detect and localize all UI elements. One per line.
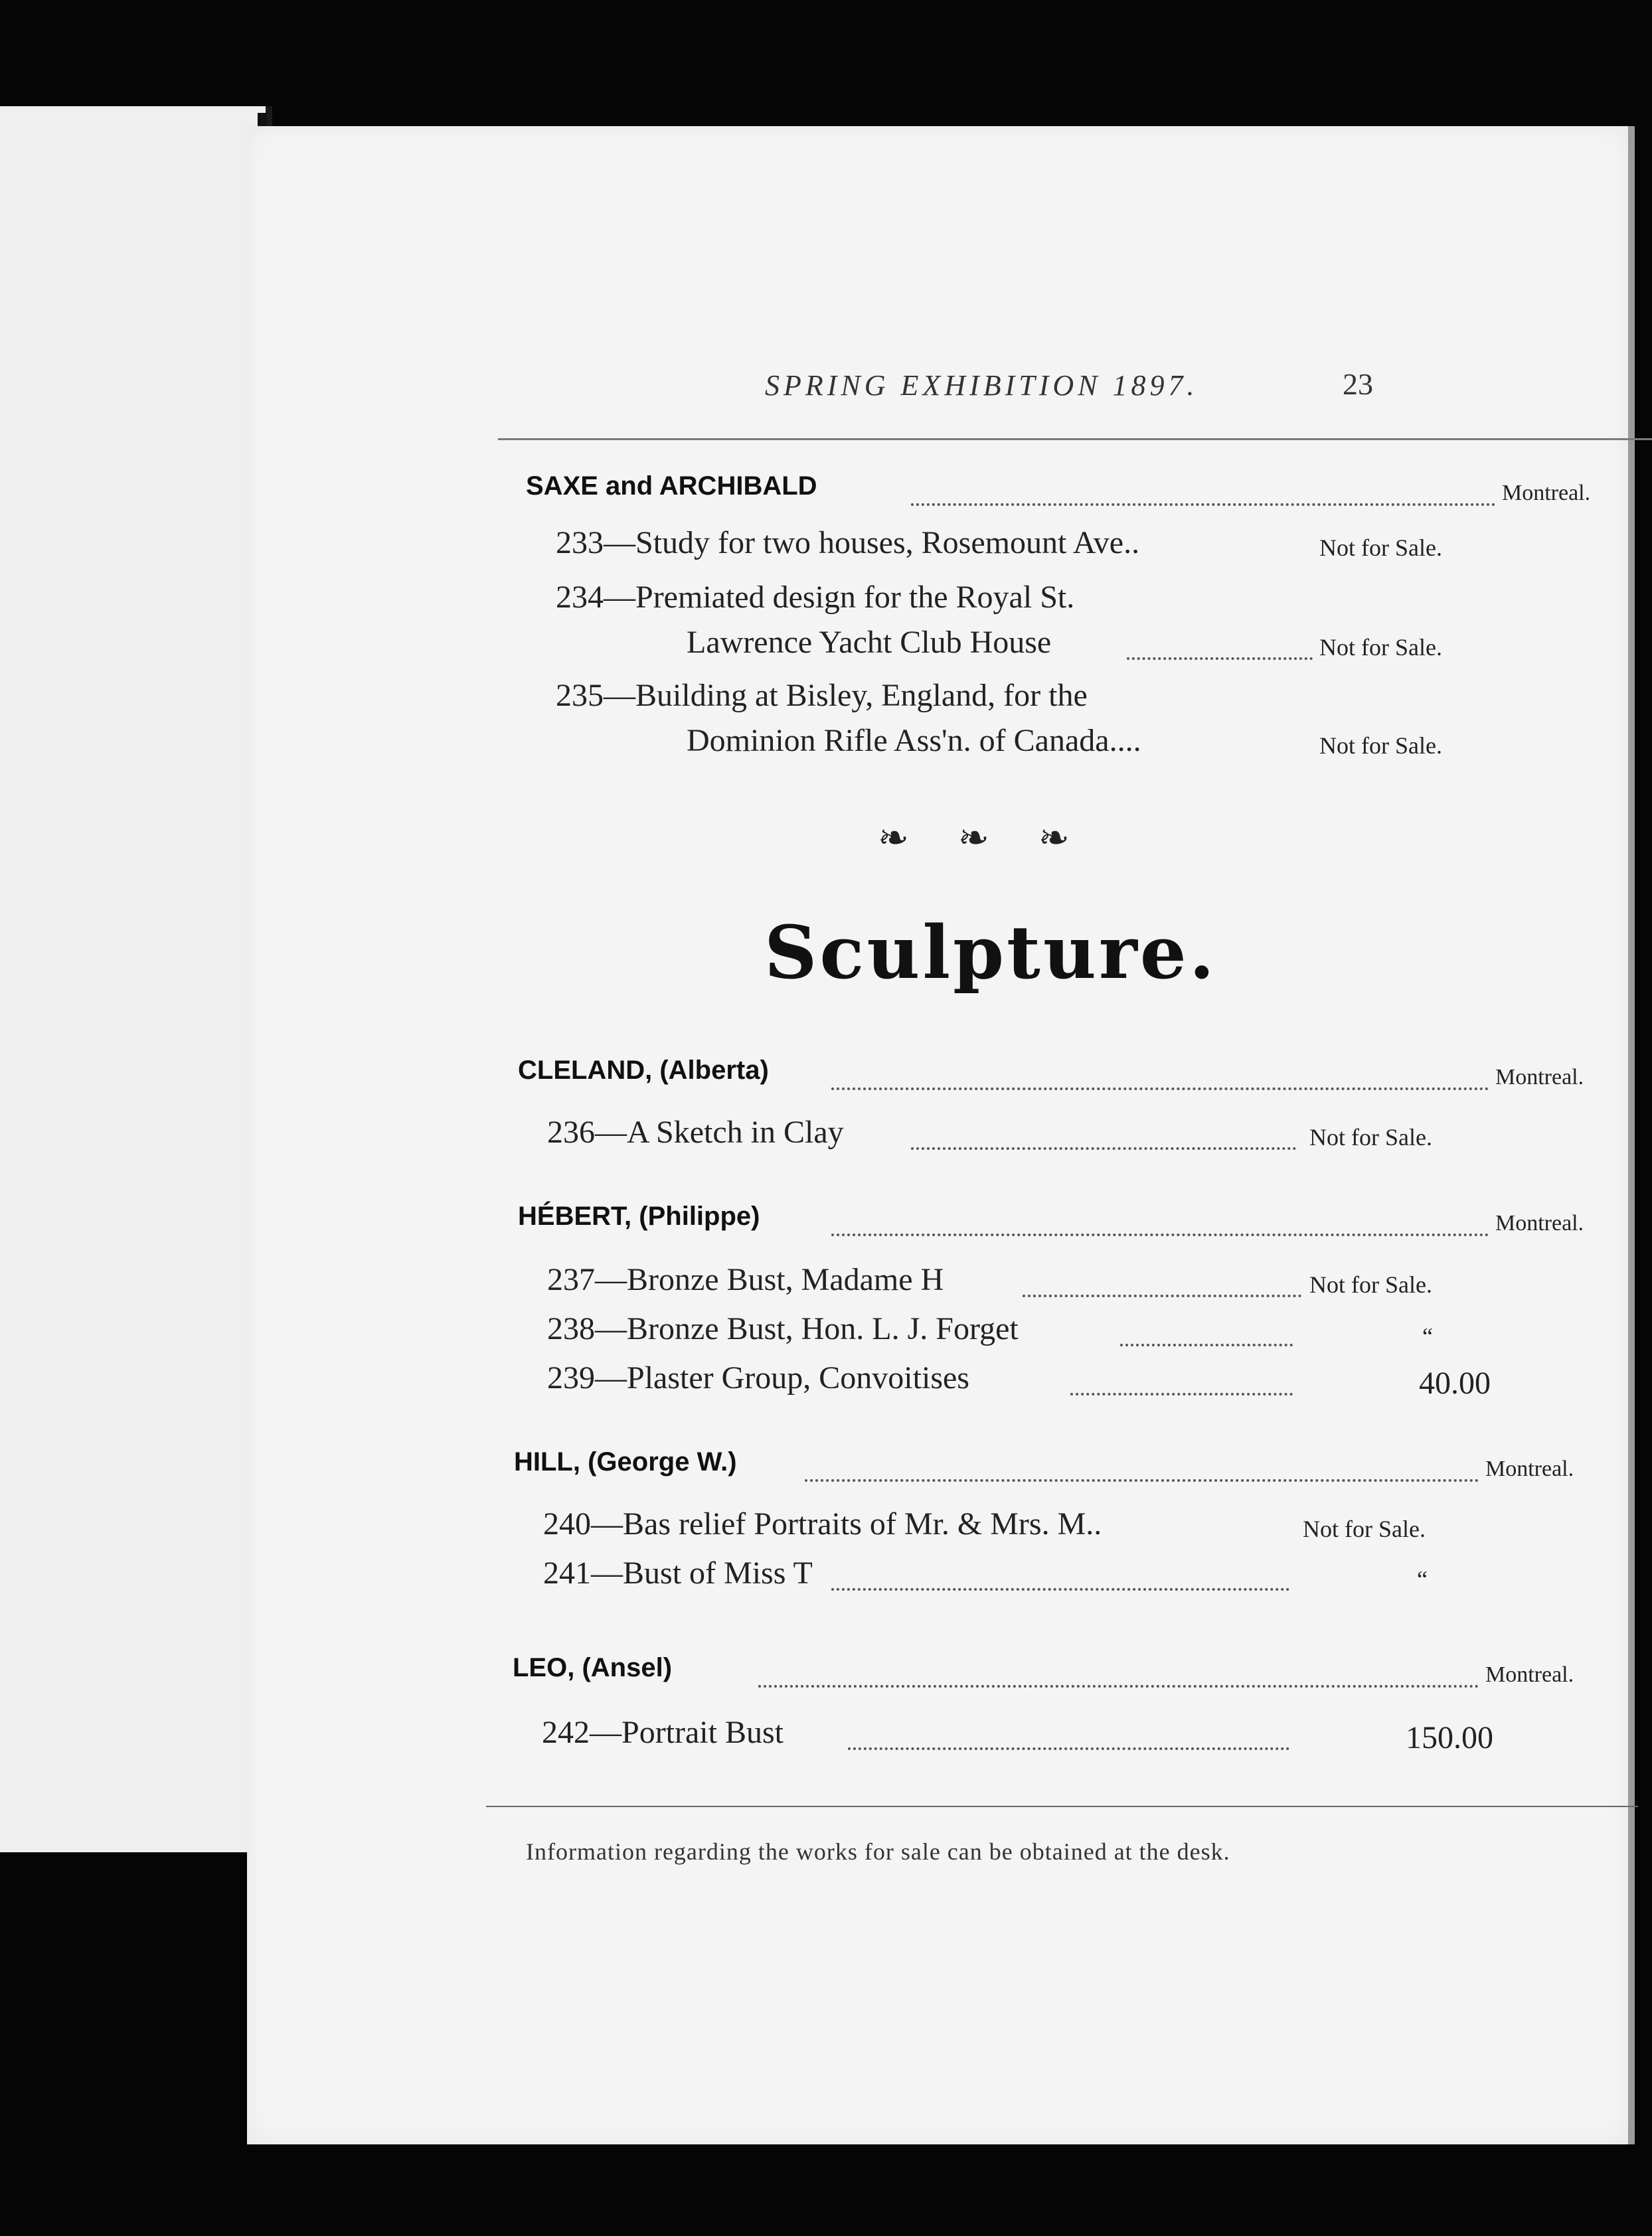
page-number: 23 bbox=[1343, 367, 1373, 401]
entry-240-status: Not for Sale. bbox=[1303, 1516, 1426, 1542]
artist-city: Montreal. bbox=[1485, 1457, 1574, 1481]
entry-240: 240—Bas relief Portraits of Mr. & Mrs. M.. bbox=[543, 1506, 1102, 1542]
entry-239-price: 40.00 bbox=[1419, 1366, 1491, 1401]
artist-city: Montreal. bbox=[1485, 1662, 1574, 1687]
entry-242: 242—Portrait Bust bbox=[542, 1715, 784, 1750]
leader-dots bbox=[911, 503, 1495, 506]
ditto-mark: “ bbox=[1417, 1566, 1428, 1593]
leader-dots bbox=[1120, 1344, 1293, 1346]
header-rule bbox=[498, 438, 1652, 440]
artist-city: Montreal. bbox=[1495, 1211, 1584, 1236]
leader-dots bbox=[831, 1588, 1289, 1591]
running-header: SPRING EXHIBITION 1897. bbox=[765, 369, 1198, 402]
artist-city: Montreal. bbox=[1502, 481, 1591, 505]
leader-dots bbox=[1023, 1295, 1301, 1297]
entry-235-status: Not for Sale. bbox=[1319, 732, 1442, 759]
entry-233: 233—Study for two houses, Rosemount Ave.. bbox=[556, 525, 1140, 560]
artist-name: SAXE and ARCHIBALD bbox=[526, 471, 817, 501]
facing-page bbox=[0, 106, 272, 1852]
leader-dots bbox=[831, 1234, 1489, 1236]
entry-242-price: 150.00 bbox=[1406, 1720, 1493, 1755]
section-heading: Sculpture. bbox=[764, 910, 1218, 995]
fleuron-ornament: ❧ ❧ ❧ bbox=[878, 818, 1090, 859]
catalogue-page bbox=[247, 126, 1635, 2144]
artist-name: LEO, (Ansel) bbox=[513, 1653, 673, 1682]
leader-dots bbox=[831, 1087, 1489, 1090]
leader-dots bbox=[911, 1147, 1296, 1150]
artist-city: Montreal. bbox=[1495, 1065, 1584, 1089]
entry-234-status: Not for Sale. bbox=[1319, 634, 1442, 661]
entry-241: 241—Bust of Miss T bbox=[543, 1556, 813, 1591]
leader-dots bbox=[758, 1685, 1479, 1688]
leader-dots bbox=[1127, 657, 1313, 660]
entry-238: 238—Bronze Bust, Hon. L. J. Forget bbox=[547, 1311, 1019, 1346]
artist-name: HILL, (George W.) bbox=[514, 1447, 737, 1477]
footer-rule bbox=[486, 1806, 1638, 1807]
ditto-mark: “ bbox=[1422, 1323, 1433, 1350]
entry-237-status: Not for Sale. bbox=[1309, 1271, 1432, 1298]
leader-dots bbox=[848, 1747, 1289, 1750]
entry-235-line2: Dominion Rifle Ass'n. of Canada.... bbox=[687, 723, 1141, 758]
footer-note: Information regarding the works for sale can be obtained at the desk. bbox=[526, 1838, 1230, 1865]
entry-237: 237—Bronze Bust, Madame H bbox=[547, 1262, 944, 1297]
entry-235-line1: 235—Building at Bisley, England, for the bbox=[556, 678, 1088, 713]
entry-234-line2: Lawrence Yacht Club House bbox=[687, 625, 1052, 660]
entry-234-line1: 234—Premiated design for the Royal St. bbox=[556, 580, 1075, 615]
leader-dots bbox=[1070, 1393, 1293, 1396]
entry-236-status: Not for Sale. bbox=[1309, 1124, 1432, 1151]
artist-name: CLELAND, (Alberta) bbox=[518, 1056, 769, 1085]
entry-236: 236—A Sketch in Clay bbox=[547, 1115, 844, 1150]
entry-239: 239—Plaster Group, Convoitises bbox=[547, 1360, 969, 1396]
leader-dots bbox=[805, 1479, 1479, 1482]
artist-name: HÉBERT, (Philippe) bbox=[518, 1202, 760, 1231]
entry-233-status: Not for Sale. bbox=[1319, 534, 1442, 561]
